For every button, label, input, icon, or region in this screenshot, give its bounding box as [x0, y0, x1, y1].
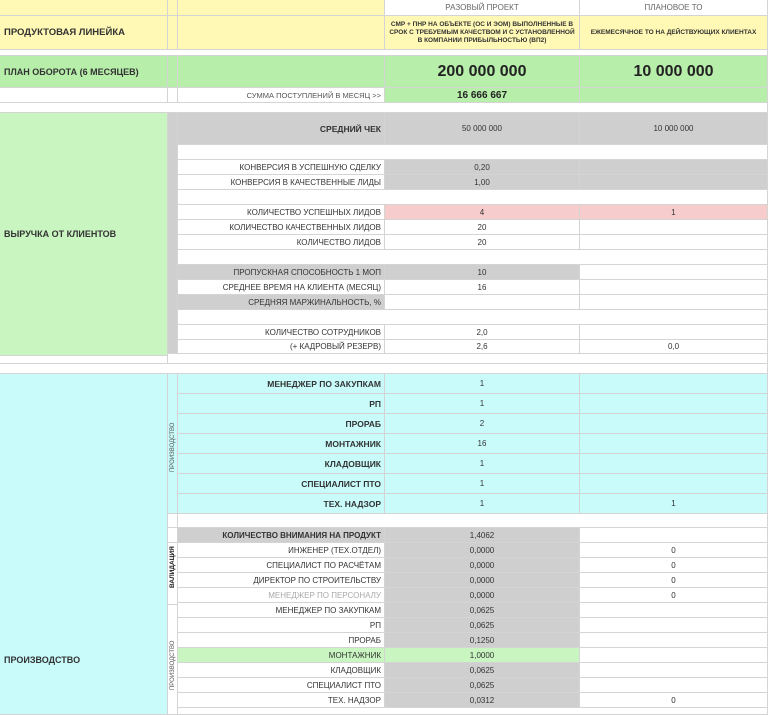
monthly-sum-label[interactable]: СУММА ПОСТУПЛЕНИЙ В МЕСЯЦ >>: [178, 88, 385, 103]
empty-row[interactable]: [178, 250, 768, 265]
turnover-planned[interactable]: 10 000 000: [580, 56, 768, 88]
revenue-section-label[interactable]: ВЫРУЧКА ОТ КЛИЕНТОВ: [0, 113, 168, 356]
attention-row-one-time[interactable]: 0,0625: [385, 618, 580, 633]
revenue-row-label[interactable]: КОЛИЧЕСТВО ЛИДОВ: [178, 235, 385, 250]
column-header-planned[interactable]: ПЛАНОВОЕ ТО: [580, 0, 768, 16]
revenue-row-planned[interactable]: [580, 220, 768, 235]
attention-row-label[interactable]: КЛАДОВЩИК: [178, 663, 385, 678]
spacer-row: [0, 356, 168, 364]
product-line-label[interactable]: ПРОДУКТОВАЯ ЛИНЕЙКА: [0, 16, 168, 50]
cell: [168, 113, 178, 354]
revenue-row-planned[interactable]: [580, 280, 768, 295]
role-planned[interactable]: 1: [580, 494, 768, 514]
column-header-one-time[interactable]: РАЗОВЫЙ ПРОЕКТ: [385, 0, 580, 16]
role-planned[interactable]: [580, 414, 768, 434]
revenue-row-label[interactable]: КОЛИЧЕСТВО СОТРУДНИКОВ: [178, 325, 385, 340]
attention-row-planned[interactable]: [580, 648, 768, 663]
role-label[interactable]: МЕНЕДЖЕР ПО ЗАКУПКАМ: [178, 374, 385, 394]
attention-row-label[interactable]: МЕНЕДЖЕР ПО ЗАКУПКАМ: [178, 603, 385, 618]
spacer-row: [168, 354, 768, 364]
cell[interactable]: [0, 88, 168, 103]
cell[interactable]: [168, 56, 178, 88]
attention-label[interactable]: КОЛИЧЕСТВО ВНИМАНИЯ НА ПРОДУКТ: [178, 528, 385, 543]
cell[interactable]: [168, 514, 178, 528]
revenue-row-label[interactable]: КОЛИЧЕСТВО КАЧЕСТВЕННЫХ ЛИДОВ: [178, 220, 385, 235]
attention-row-one-time[interactable]: 0,1250: [385, 633, 580, 648]
revenue-row-planned[interactable]: [580, 175, 768, 190]
revenue-row-label[interactable]: КОНВЕРСИЯ В КАЧЕСТВЕННЫЕ ЛИДЫ: [178, 175, 385, 190]
cell[interactable]: [168, 528, 178, 543]
cell[interactable]: [178, 16, 385, 50]
revenue-row-label[interactable]: КОНВЕРСИЯ В УСПЕШНУЮ СДЕЛКУ: [178, 160, 385, 175]
role-planned[interactable]: [580, 454, 768, 474]
attention-row-one-time[interactable]: 1,0000: [385, 648, 580, 663]
revenue-row-planned[interactable]: 1: [580, 205, 768, 220]
empty-row[interactable]: [178, 514, 768, 528]
role-label[interactable]: ТЕХ. НАДЗОР: [178, 494, 385, 514]
empty-row[interactable]: [178, 708, 768, 715]
vertical-label-production: ПРОИЗВОДСТВО: [170, 422, 176, 472]
revenue-row-label[interactable]: (+ КАДРОВЫЙ РЕЗЕРВ): [178, 340, 385, 354]
attention-row-label[interactable]: ТЕХ. НАДЗОР: [178, 693, 385, 708]
attention-row-one-time[interactable]: 0,0000: [385, 543, 580, 558]
revenue-row-label[interactable]: СРЕДНЕЕ ВРЕМЯ НА КЛИЕНТА (МЕСЯЦ): [178, 280, 385, 295]
attention-row-planned[interactable]: 0: [580, 588, 768, 603]
attention-row-label[interactable]: СПЕЦИАЛИСТ ПО РАСЧЁТАМ: [178, 558, 385, 573]
role-label[interactable]: МОНТАЖНИК: [178, 434, 385, 454]
revenue-row-one-time[interactable]: 2,0: [385, 325, 580, 340]
cell[interactable]: [178, 56, 385, 88]
cell[interactable]: [168, 0, 178, 16]
revenue-row-planned[interactable]: 0,0: [580, 340, 768, 354]
attention-row-planned[interactable]: 0: [580, 543, 768, 558]
turnover-label[interactable]: ПЛАН ОБОРОТА (6 МЕСЯЦЕВ): [0, 56, 168, 88]
revenue-row-label[interactable]: ПРОПУСКНАЯ СПОСОБНОСТЬ 1 МОП: [178, 265, 385, 280]
role-one-time[interactable]: 1: [385, 494, 580, 514]
attention-row-label[interactable]: ДИРЕКТОР ПО СТРОИТЕЛЬСТВУ: [178, 573, 385, 588]
empty-row[interactable]: [178, 190, 768, 205]
product-line-planned[interactable]: ЕЖЕМЕСЯЧНОЕ ТО НА ДЕЙСТВУЮЩИХ КЛИЕНТАХ: [580, 16, 768, 50]
attention-row-planned[interactable]: [580, 678, 768, 693]
turnover-one-time[interactable]: 200 000 000: [385, 56, 580, 88]
role-planned[interactable]: [580, 434, 768, 454]
attention-row-planned[interactable]: 0: [580, 573, 768, 588]
vertical-label-production-2: ПРОИЗВОДСТВО: [170, 640, 176, 690]
attention-row-planned[interactable]: 0: [580, 693, 768, 708]
attention-row-one-time[interactable]: 0,0000: [385, 588, 580, 603]
role-label[interactable]: СПЕЦИАЛИСТ ПТО: [178, 474, 385, 494]
attention-row-planned[interactable]: [580, 603, 768, 618]
attention-row-planned[interactable]: [580, 663, 768, 678]
role-planned[interactable]: [580, 474, 768, 494]
attention-row-label[interactable]: МОНТАЖНИК: [178, 648, 385, 663]
revenue-row-one-time[interactable]: 20: [385, 220, 580, 235]
vertical-label-validation: ВАЛИДАЦИЯ: [169, 546, 176, 588]
cell[interactable]: [178, 0, 385, 16]
avg-check-one-time[interactable]: 50 000 000: [385, 113, 580, 145]
monthly-sum-value[interactable]: 16 666 667: [385, 88, 580, 103]
attention-row-one-time[interactable]: 0,0625: [385, 603, 580, 618]
cell[interactable]: [168, 88, 178, 103]
attention-planned[interactable]: [580, 528, 768, 543]
revenue-row-planned[interactable]: [580, 235, 768, 250]
spacer-row: [0, 364, 768, 374]
cell[interactable]: [168, 16, 178, 50]
attention-row-planned[interactable]: 0: [580, 558, 768, 573]
attention-row-label[interactable]: СПЕЦИАЛИСТ ПТО: [178, 678, 385, 693]
attention-row-label[interactable]: РП: [178, 618, 385, 633]
revenue-row-label[interactable]: КОЛИЧЕСТВО УСПЕШНЫХ ЛИДОВ: [178, 205, 385, 220]
role-label[interactable]: КЛАДОВЩИК: [178, 454, 385, 474]
attention-row-one-time[interactable]: 0,0625: [385, 678, 580, 693]
revenue-row-one-time[interactable]: 0,20: [385, 160, 580, 175]
attention-row-one-time[interactable]: 0,0625: [385, 663, 580, 678]
revenue-row-planned[interactable]: [580, 325, 768, 340]
revenue-row-one-time[interactable]: [385, 295, 580, 310]
attention-one-time[interactable]: 1,4062: [385, 528, 580, 543]
revenue-row-one-time[interactable]: 16: [385, 280, 580, 295]
role-planned[interactable]: [580, 394, 768, 414]
production-section-label[interactable]: ПРОИЗВОДСТВО: [0, 374, 168, 715]
attention-row-one-time[interactable]: 0,0312: [385, 693, 580, 708]
spacer-row: [0, 103, 768, 113]
attention-row-label[interactable]: ПРОРАБ: [178, 633, 385, 648]
avg-check-planned[interactable]: 10 000 000: [580, 113, 768, 145]
role-one-time[interactable]: 2: [385, 414, 580, 434]
revenue-row-one-time[interactable]: 10: [385, 265, 580, 280]
revenue-row-one-time[interactable]: 1,00: [385, 175, 580, 190]
empty-row[interactable]: [178, 145, 768, 160]
revenue-row-one-time[interactable]: 4: [385, 205, 580, 220]
role-one-time[interactable]: 1: [385, 374, 580, 394]
role-one-time[interactable]: 1: [385, 394, 580, 414]
role-planned[interactable]: [580, 374, 768, 394]
revenue-row-label[interactable]: СРЕДНЯЯ МАРЖИНАЛЬНОСТЬ, %: [178, 295, 385, 310]
attention-row-one-time[interactable]: 0,0000: [385, 573, 580, 588]
cell[interactable]: [0, 0, 168, 16]
cell[interactable]: [580, 88, 768, 103]
role-one-time[interactable]: 1: [385, 474, 580, 494]
revenue-row-planned[interactable]: [580, 265, 768, 280]
avg-check-label[interactable]: СРЕДНИЙ ЧЕК: [178, 113, 385, 145]
empty-row[interactable]: [178, 310, 768, 325]
revenue-row-one-time[interactable]: 20: [385, 235, 580, 250]
attention-row-planned[interactable]: [580, 618, 768, 633]
product-line-one-time[interactable]: СМР + ПНР НА ОБЪЕКТЕ (ОС И ЭОМ) ВЫПОЛНЕННЫЕ В СРОК С ТРЕБУЕМЫМ КАЧЕСТВОМ И С УСТАНОВЛЕННОЙ В КОМПАНИИ ПРИБЫЛЬНОСТЬЮ (ВП2): [385, 16, 580, 50]
revenue-row-planned[interactable]: [580, 160, 768, 175]
revenue-row-one-time[interactable]: 2,6: [385, 340, 580, 354]
role-one-time[interactable]: 16: [385, 434, 580, 454]
revenue-row-planned[interactable]: [580, 295, 768, 310]
attention-row-planned[interactable]: [580, 633, 768, 648]
role-label[interactable]: ПРОРАБ: [178, 414, 385, 434]
role-label[interactable]: РП: [178, 394, 385, 414]
attention-row-label[interactable]: ИНЖЕНЕР (ТЕХ.ОТДЕЛ): [178, 543, 385, 558]
role-one-time[interactable]: 1: [385, 454, 580, 474]
attention-row-label[interactable]: МЕНЕДЖЕР ПО ПЕРСОНАЛУ: [178, 588, 385, 603]
attention-row-one-time[interactable]: 0,0000: [385, 558, 580, 573]
